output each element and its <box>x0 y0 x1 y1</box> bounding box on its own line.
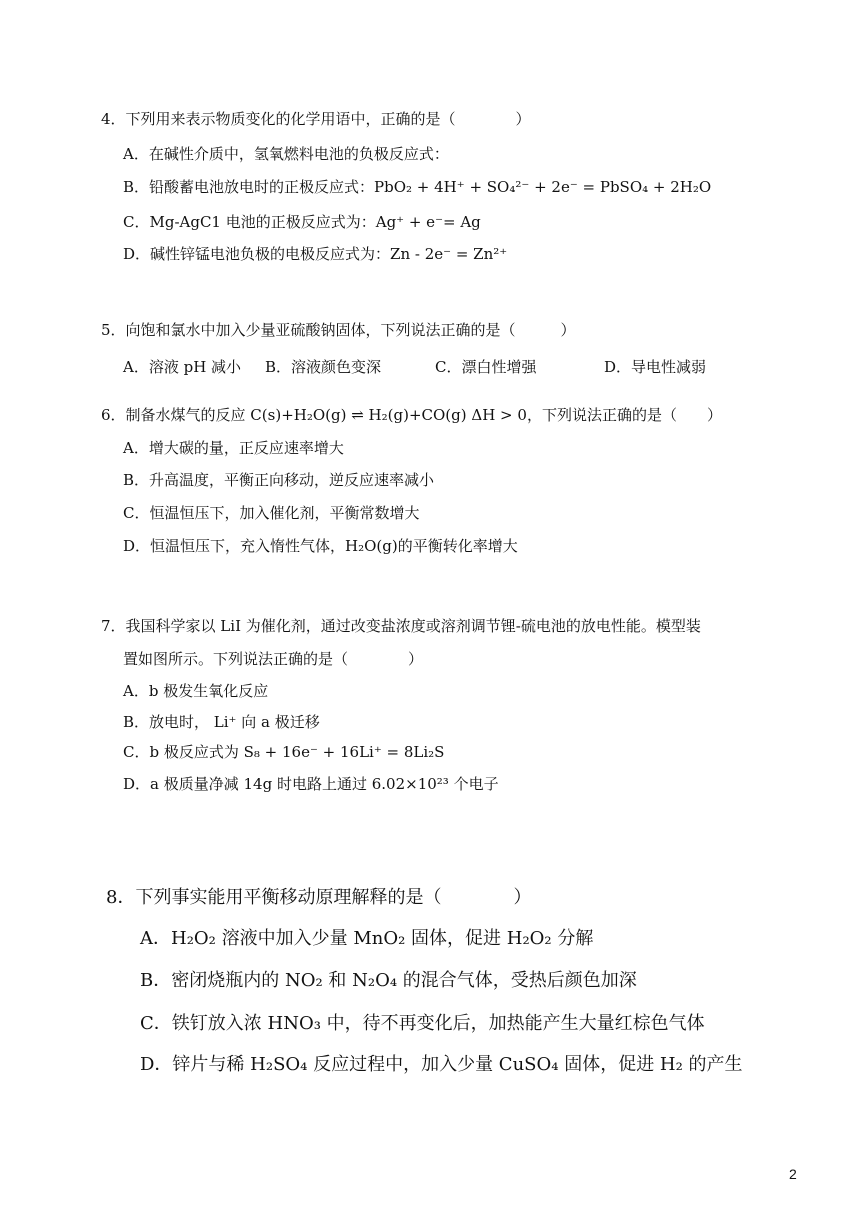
question-6-option-d: D．恒温恒压下，充入惰性气体，H₂O(g)的平衡转化率增大 <box>123 537 518 555</box>
question-7-option-c: C．b 极反应式为 S₈ + 16e⁻ + 16Li⁺ = 8Li₂S <box>123 743 445 761</box>
question-4-stem: 4．下列用来表示物质变化的化学用语中，正确的是（ ） <box>101 110 531 128</box>
question-7-stem-line-1: 7．我国科学家以 LiI 为催化剂，通过改变盐浓度或溶剂调节锂-硫电池的放电性能。模型装 <box>101 617 701 635</box>
question-7-option-a: A．b 极发生氧化反应 <box>123 682 269 700</box>
question-5-stem: 5．向饱和氯水中加入少量亚硫酸钠固体，下列说法正确的是（ ） <box>101 321 576 339</box>
question-5-option-d: D．导电性减弱 <box>604 358 707 376</box>
question-6-option-b: B．升高温度，平衡正向移动，逆反应速率减小 <box>123 471 435 489</box>
question-8-option-d: D．锌片与稀 H₂SO₄ 反应过程中，加入少量 CuSO₄ 固体，促进 H₂ 的产生 <box>140 1054 743 1075</box>
question-4-option-c: C．Mg-AgC1 电池的正极反应式为：Ag⁺ + e⁻= Ag <box>123 213 481 231</box>
question-4-option-d: D．碱性锌锰电池负极的电极反应式为：Zn - 2e⁻ = Zn²⁺ <box>123 245 508 263</box>
question-8-option-c: C．铁钉放入浓 HNO₃ 中，待不再变化后，加热能产生大量红棕色气体 <box>140 1013 705 1034</box>
question-8-stem: 8．下列事实能用平衡移动原理解释的是（ ） <box>106 887 532 908</box>
question-5-option-a: A．溶液 pH 减小 <box>123 358 242 376</box>
question-4-option-b: B．铅酸蓄电池放电时的正极反应式：PbO₂ + 4H⁺ + SO₄²⁻ + 2e⁻ = PbSO₄ + 2H₂O <box>123 178 712 196</box>
question-7-option-b: B．放电时， Li⁺ 向 a 极迁移 <box>123 713 320 731</box>
question-4-option-a: A．在碱性介质中，氢氧燃料电池的负极反应式： <box>123 145 449 163</box>
question-7-stem-line-2: 置如图所示。下列说法正确的是（ ） <box>123 650 424 668</box>
question-6-option-c: C．恒温恒压下，加入催化剂，平衡常数增大 <box>123 504 420 522</box>
question-6-option-a: A．增大碳的量，正反应速率增大 <box>123 439 344 457</box>
question-6-stem: 6．制备水煤气的反应 C(s)+H₂O(g) ⇌ H₂(g)+CO(g) ΔH > 0，下列说法正确的是（ ） <box>101 406 722 424</box>
question-5-option-b: B．溶液颜色变深 <box>265 358 382 376</box>
question-5-option-c: C．漂白性增强 <box>435 358 537 376</box>
question-8-option-b: B．密闭烧瓶内的 NO₂ 和 N₂O₄ 的混合气体，受热后颜色加深 <box>140 970 637 991</box>
question-7-option-d: D．a 极质量净减 14g 时电路上通过 6.02×10²³ 个电子 <box>123 775 499 793</box>
question-8-option-a: A．H₂O₂ 溶液中加入少量 MnO₂ 固体，促进 H₂O₂ 分解 <box>140 928 594 949</box>
page-number: 2 <box>789 1166 797 1182</box>
